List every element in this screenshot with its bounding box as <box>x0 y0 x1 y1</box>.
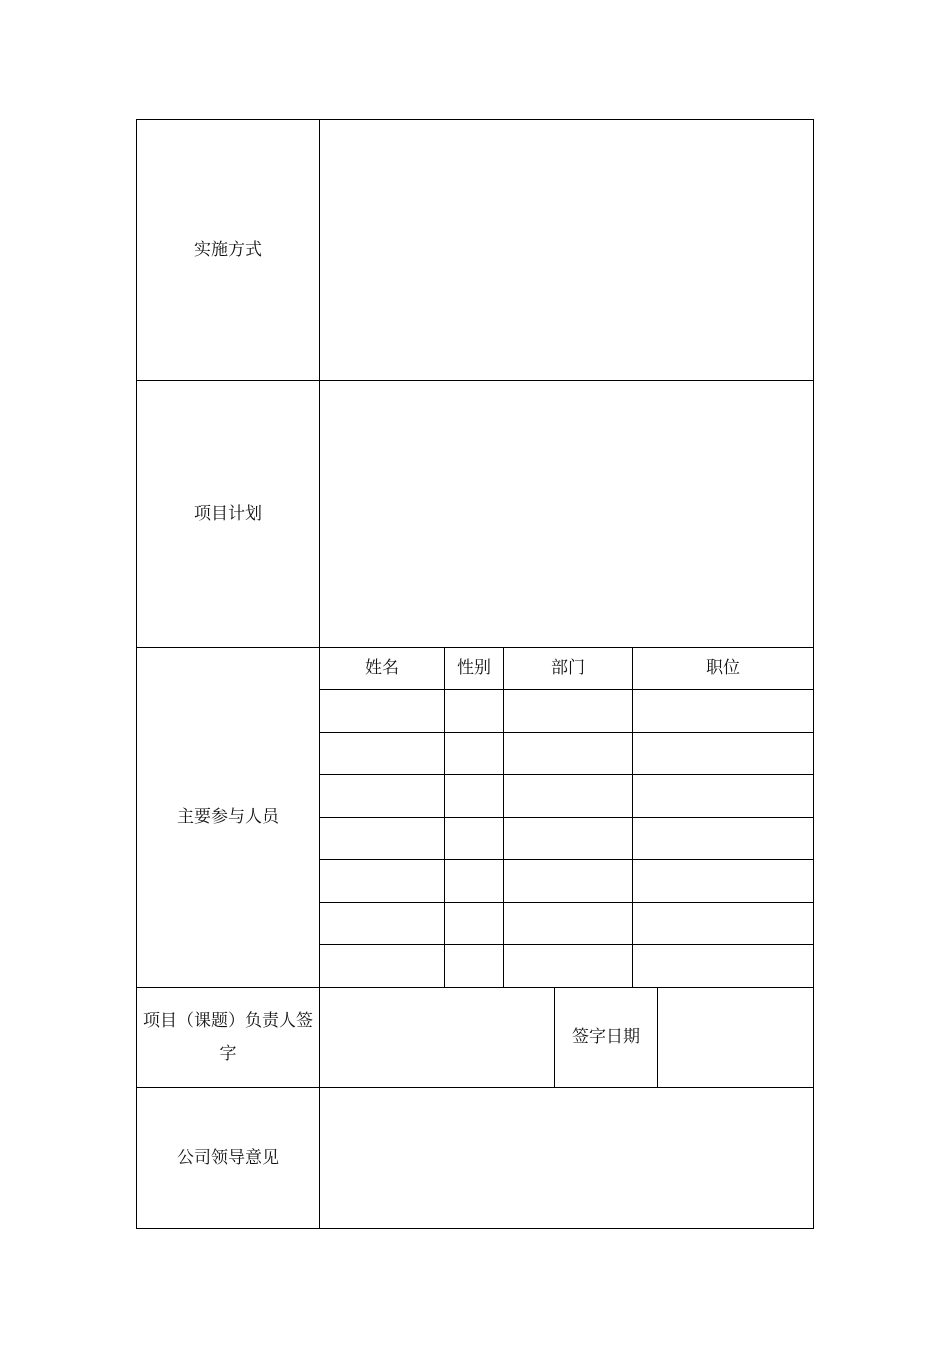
participants-row-divider <box>319 732 813 733</box>
sign-date-field[interactable] <box>658 988 813 1087</box>
plan-label: 项目计划 <box>194 503 262 524</box>
participants-row-divider <box>319 774 813 775</box>
participants-row-divider <box>319 817 813 818</box>
header-gender: 性别 <box>457 658 491 679</box>
implementation-label: 实施方式 <box>194 239 262 260</box>
plan-field[interactable] <box>320 381 813 647</box>
sign-date-label: 签字日期 <box>572 1027 640 1048</box>
participants-row-divider <box>319 859 813 860</box>
application-form <box>136 119 814 1229</box>
header-name: 姓名 <box>365 658 399 679</box>
leader-sign-label: 项目（课题）负责人签字 <box>143 1011 313 1064</box>
participants-header-divider <box>319 689 813 690</box>
leadership-opinion-label: 公司领导意见 <box>177 1147 279 1168</box>
header-department: 部门 <box>551 658 585 679</box>
leadership-opinion-field[interactable] <box>320 1088 813 1228</box>
participants-column-divider <box>503 647 504 987</box>
participants-column-divider <box>632 647 633 987</box>
header-position: 职位 <box>706 658 740 679</box>
participants-row-divider <box>319 902 813 903</box>
participants-row-divider <box>319 944 813 945</box>
implementation-field[interactable] <box>320 120 813 380</box>
participants-label: 主要参与人员 <box>177 807 279 828</box>
leader-signature-field[interactable] <box>320 988 554 1087</box>
participants-column-divider <box>444 647 445 987</box>
